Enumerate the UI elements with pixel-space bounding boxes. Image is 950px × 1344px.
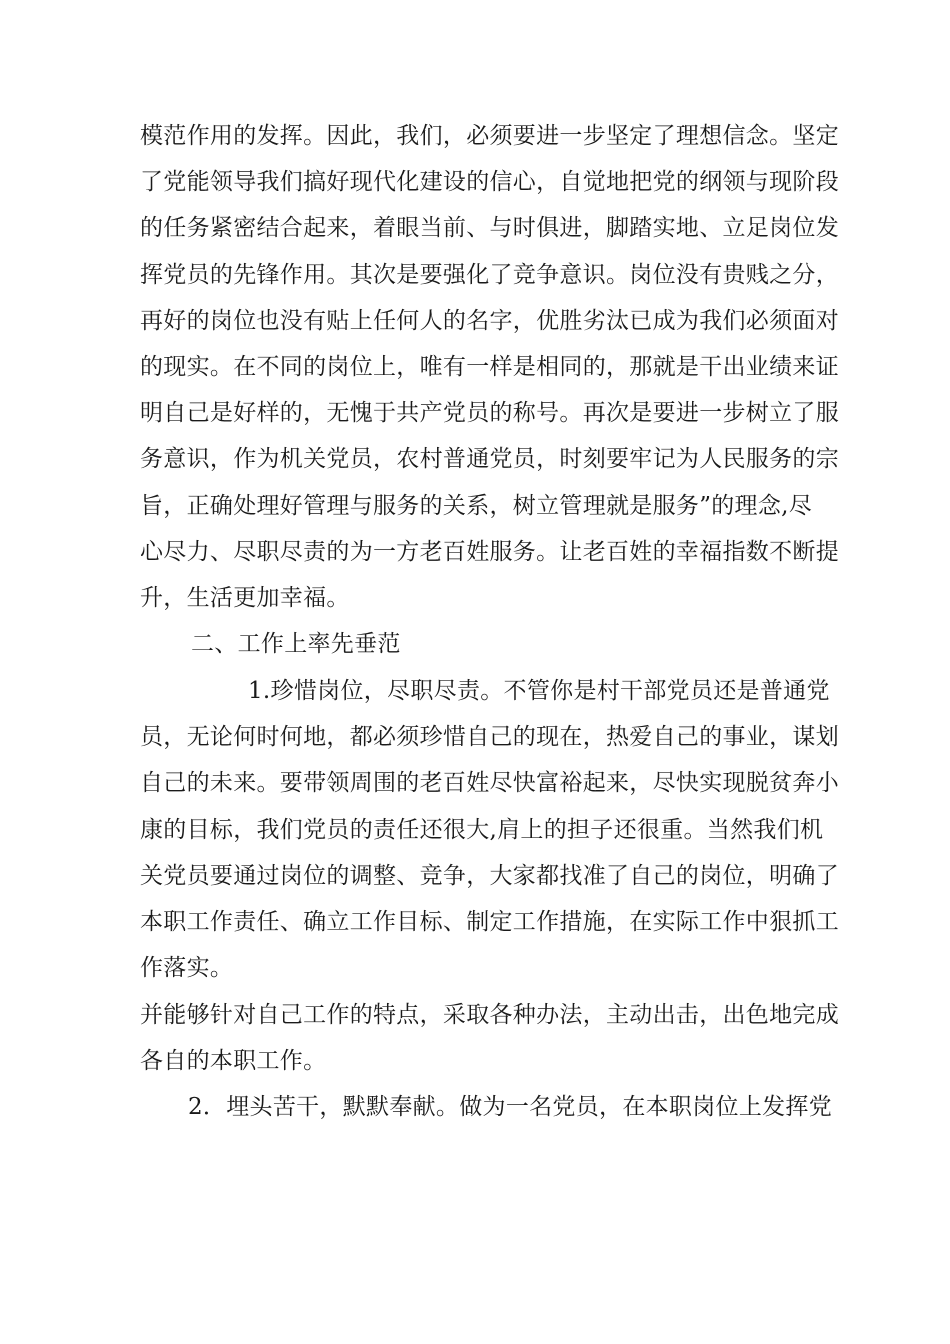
section-heading: 二、工作上率先垂范 — [191, 631, 401, 657]
text-line: 明自己是好样的，无愧于共产党员的称号。再次是要进一步树立了服 — [140, 400, 839, 426]
text-line: 的任务紧密结合起来，着眼当前、与时俱进，脚踏实地、立足岗位发 — [140, 215, 839, 241]
text-line: 旨，正确处理好管理与服务的关系，树立管理就是服务”的理念,尽 — [140, 493, 813, 519]
text-line: 作落实。 — [140, 955, 234, 981]
text-line: 关党员要通过岗位的调整、竞争，大家都找准了自己的岗位，明确了 — [140, 863, 839, 889]
text-line: 并能够针对自己工作的特点，采取各种办法，主动出击，出色地完成 — [140, 1002, 839, 1028]
text-line: 自己的未来。要带领周围的老百姓尽快富裕起来，尽快实现脱贫奔小 — [140, 770, 839, 796]
text-line: 模范作用的发挥。因此，我们，必须要进一步坚定了理想信念。坚定 — [140, 123, 839, 149]
text-line: 各自的本职工作。 — [140, 1048, 327, 1074]
text-line: 的现实。在不同的岗位上，唯有一样是相同的，那就是干出业绩来证 — [140, 354, 839, 380]
text-line: 康的目标，我们党员的责任还很大,肩上的担子还很重。当然我们机 — [140, 817, 824, 843]
text-line: 再好的岗位也没有贴上任何人的名字，优胜劣汰已成为我们必须面对 — [140, 308, 839, 334]
text-line: 升，生活更加幸福。 — [140, 585, 350, 611]
text-line: 挥党员的先锋作用。其次是要强化了竞争意识。岗位没有贵贱之分， — [140, 262, 839, 288]
text-line: 心尽力、尽职尽责的为一方老百姓服务。让老百姓的幸福指数不断提 — [140, 539, 839, 565]
text-line: 务意识，作为机关党员，农村普通党员，时刻要牢记为人民服务的宗 — [140, 446, 839, 472]
text-line: 员，无论何时何地，都必须珍惜自己的现在，热爱自己的事业，谋划 — [140, 724, 839, 750]
text-line: 1.珍惜岗位，尽职尽责。不管你是村干部党员还是普通党 — [248, 678, 830, 704]
text-line: 2．埋头苦干，默默奉献。做为一名党员，在本职岗位上发挥党 — [188, 1094, 833, 1120]
text-line: 本职工作责任、确立工作目标、制定工作措施，在实际工作中狠抓工 — [140, 909, 839, 935]
text-line: 了党能领导我们搞好现代化建设的信心，自觉地把党的纲领与现阶段 — [140, 169, 839, 195]
